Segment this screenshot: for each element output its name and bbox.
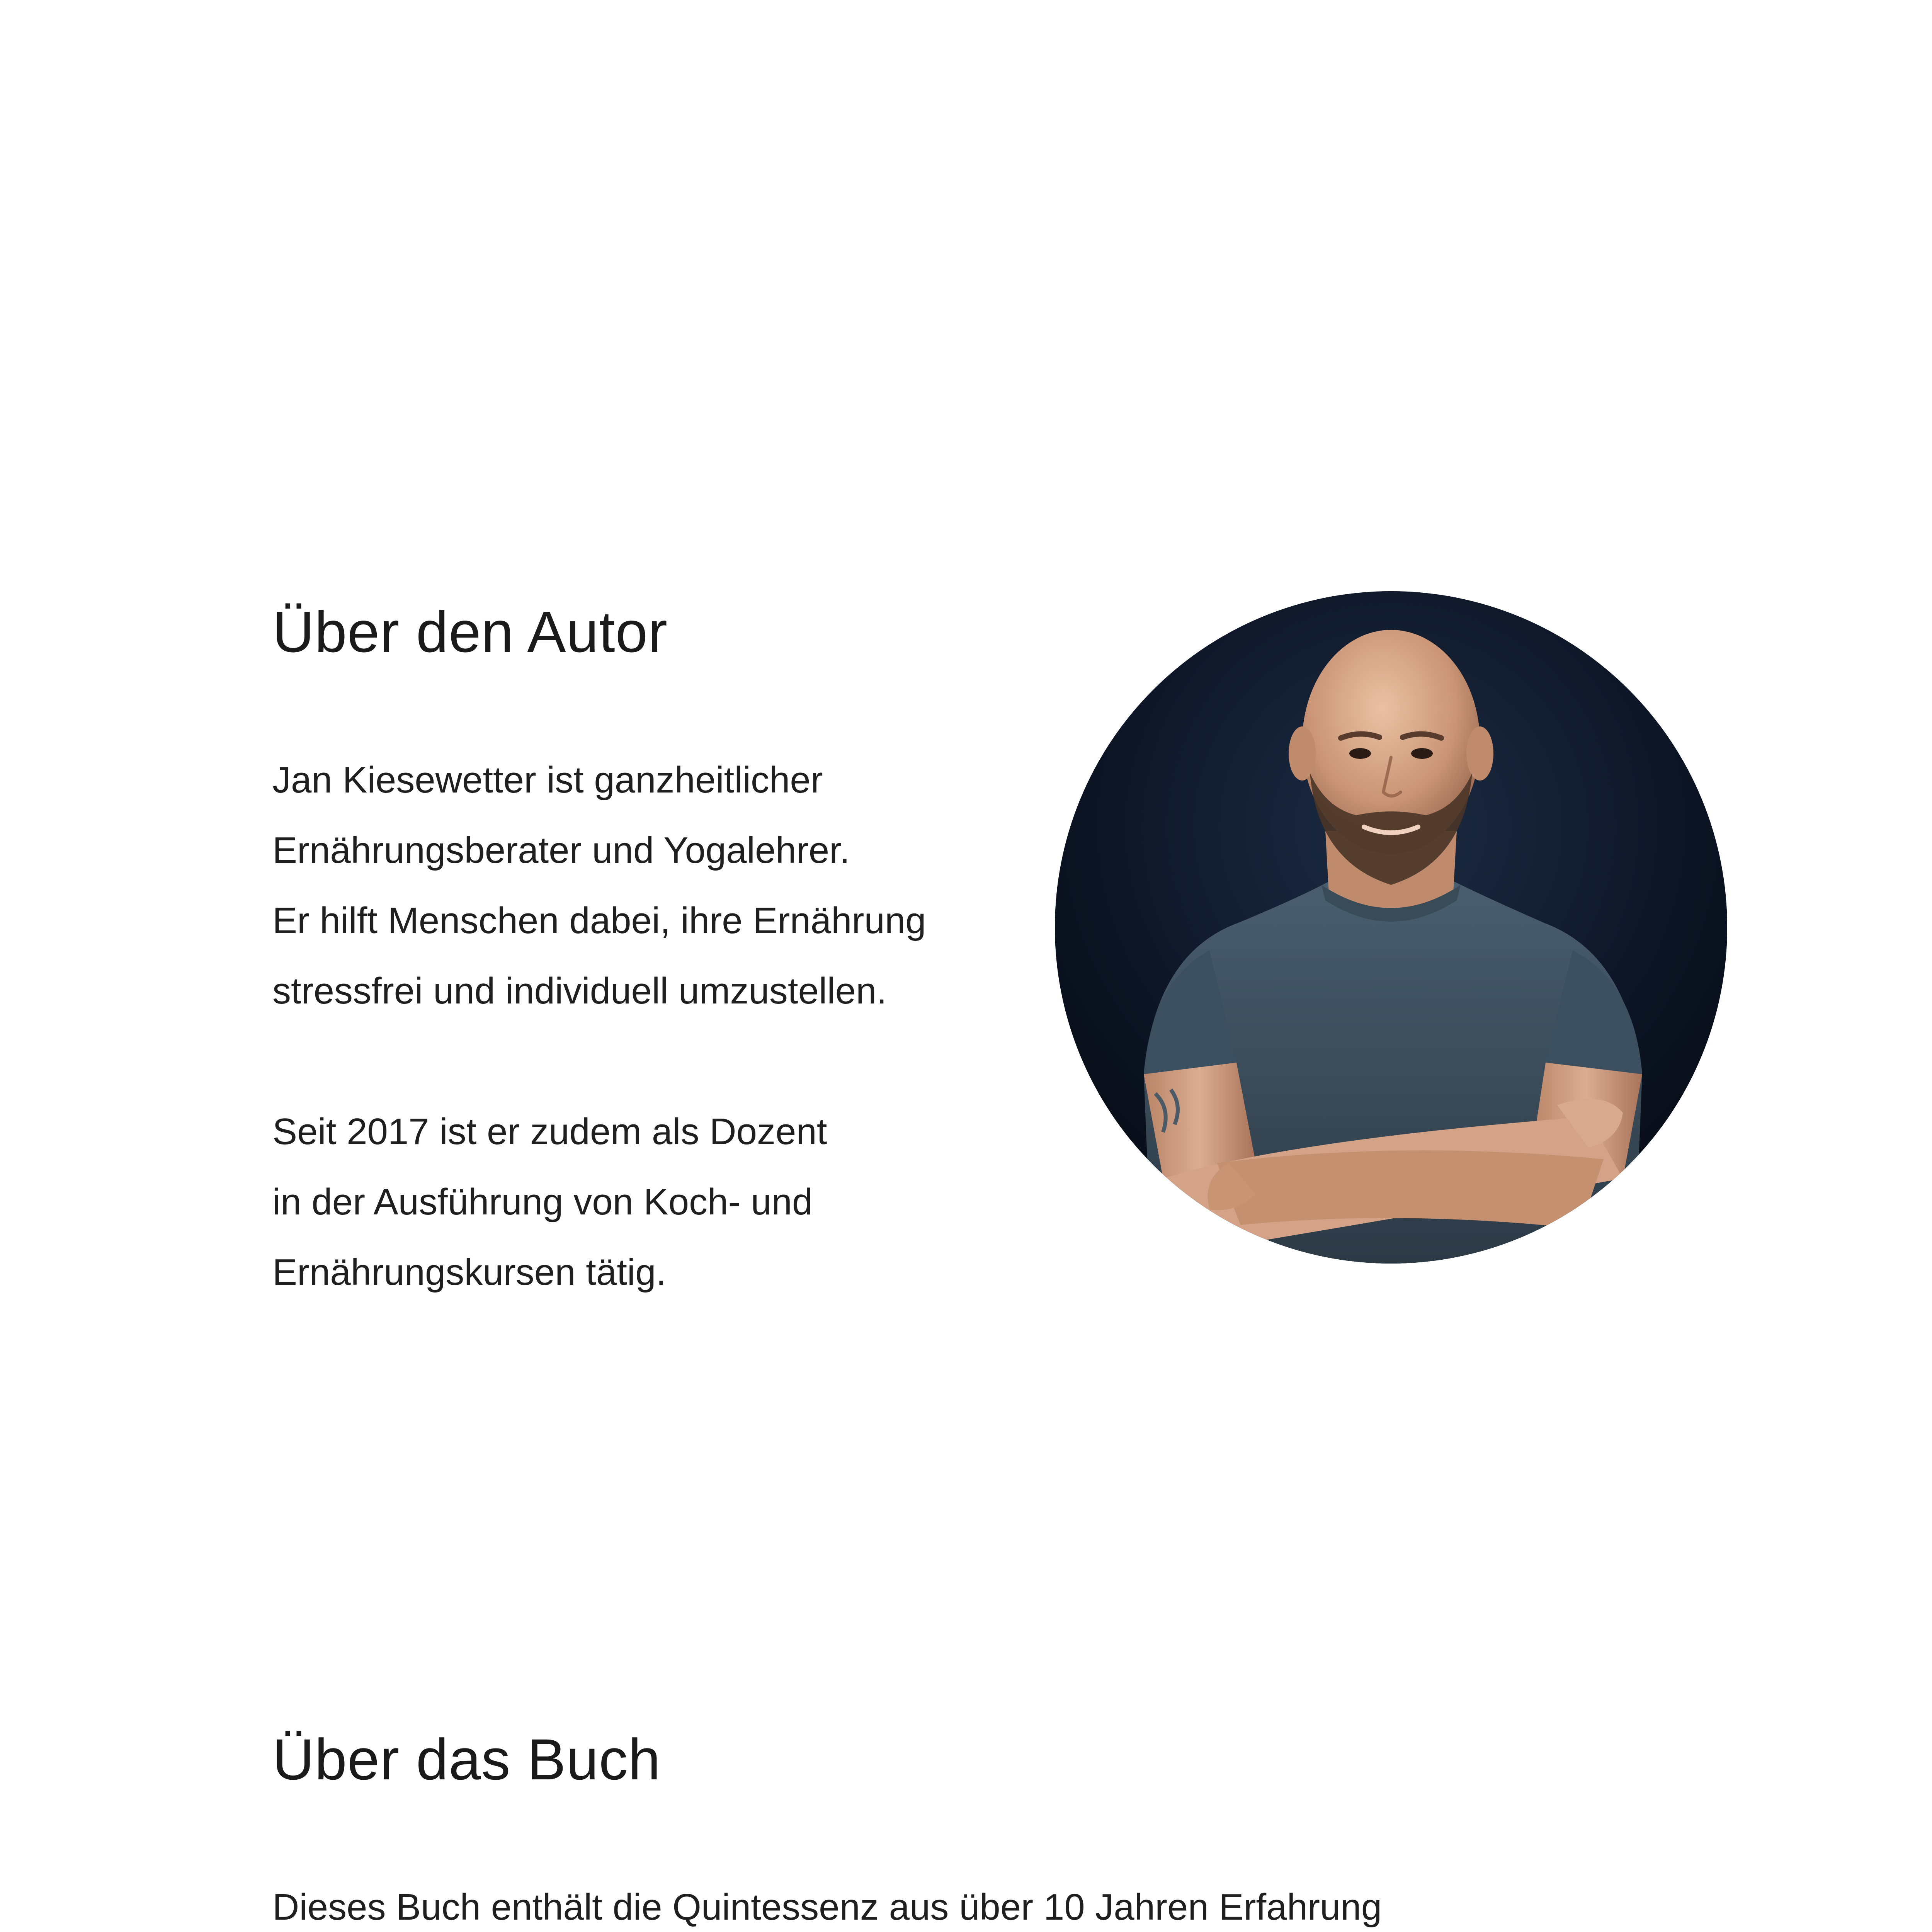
text-line: stressfrei und individuell umzustellen. <box>272 970 887 1012</box>
author-bio-paragraph-1 <box>272 745 926 1026</box>
text-line: Seit 2017 ist er zudem als Dozent <box>272 1111 827 1152</box>
text-line: Dieses Buch enthält die Quintessenz aus über 10 Jahren Erfahrung <box>272 1886 1382 1928</box>
text-line: Ernährungskursen tätig. <box>272 1252 667 1293</box>
portrait-illustration <box>1055 591 1727 1264</box>
author-portrait-photo <box>1055 591 1727 1264</box>
text-line: in der Ausführung von Koch- und <box>272 1181 813 1223</box>
book-description-paragraph <box>272 1872 1518 1932</box>
book-section-heading: Über das Buch <box>272 1727 661 1792</box>
text-line: Er hilft Menschen dabei, ihre Ernährung <box>272 900 926 941</box>
author-section-heading: Über den Autor <box>272 599 668 664</box>
text-line: Ernährungsberater und Yogalehrer. <box>272 830 850 871</box>
text-line: Jan Kiesewetter ist ganzheitlicher <box>272 759 823 801</box>
author-bio-paragraph-2 <box>272 1097 827 1308</box>
